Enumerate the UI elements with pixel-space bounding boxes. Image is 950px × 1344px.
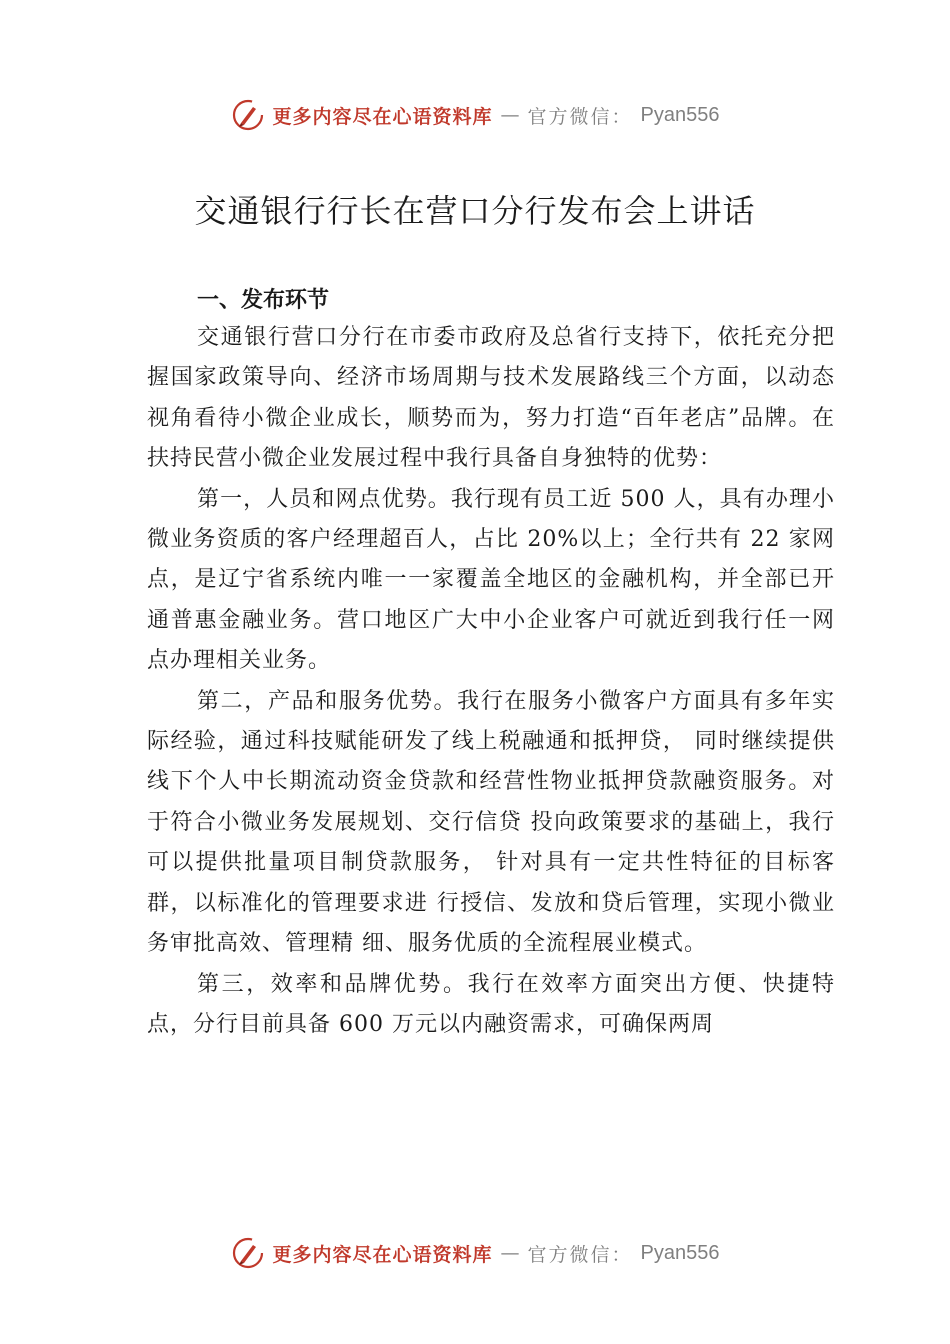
watermark-brand-text: 更多内容尽在心语资料库 (272, 105, 493, 128)
document-title: 交通银行行长在营口分行发布会上讲话 (194, 192, 756, 230)
watermark-wechat-id: Pyan556 (640, 1241, 720, 1264)
body-paragraph: 第二，产品和服务优势。我行在服务小微客户方面具有多年实际经验，通过科技赋能研发了线上税融通和抵押贷， 同时继续提供线下个人中长期流动资金贷款和经营性物业抵押贷款融资服务。对于符合小微业务发展规划、交行信贷 投向政策要求的基础上，我行可以提供批量项目制贷款服务， 针对具有一定共性特征的目标客群，以标准化的管理要求进 行授信、发放和贷后管理，实现小微业务审批高效、管理精 细、服务优质的全流程展业模式。 (147, 688, 835, 957)
watermark-label: 官方微信： (527, 1243, 633, 1266)
watermark-dash: — (500, 104, 520, 126)
footer-watermark (0, 1233, 950, 1273)
document-body (147, 318, 835, 1045)
header-watermark (0, 95, 950, 135)
watermark-wechat-id: Pyan556 (640, 103, 720, 126)
pen-circle-logo-icon (231, 98, 265, 132)
body-paragraph: 第三，效率和品牌优势。我行在效率方面突出方便、快捷特点，分行目前具备 600 万元以内融资需求，可确保两周 (147, 971, 835, 1037)
pen-circle-logo-icon (231, 1236, 265, 1270)
watermark-brand-text: 更多内容尽在心语资料库 (272, 1243, 493, 1266)
body-paragraph: 第一，人员和网点优势。我行现有员工近 500 人，具有办理小微业务资质的客户经理超百人，占比 20%以上；全行共有 22 家网点，是辽宁省系统内唯一一家覆盖全地区的金融机构，并全部已开通普惠金融业务。营口地区广大中小企业客户可就近到我行任一网点办理相关业务。 (147, 486, 835, 674)
watermark-label: 官方微信： (527, 105, 633, 128)
section-heading: 一、发布环节 (197, 288, 330, 313)
body-paragraph: 交通银行营口分行在市委市政府及总省行支持下，依托充分把握国家政策导向、经济市场周期与技术发展路线三个方面，以动态视角看待小微企业成长，顺势而为，努力打造“百年老店”品牌。在扶持民营小微企业发展过程中我行具备自身独特的优势： (147, 325, 835, 472)
watermark-dash: — (500, 1242, 520, 1264)
